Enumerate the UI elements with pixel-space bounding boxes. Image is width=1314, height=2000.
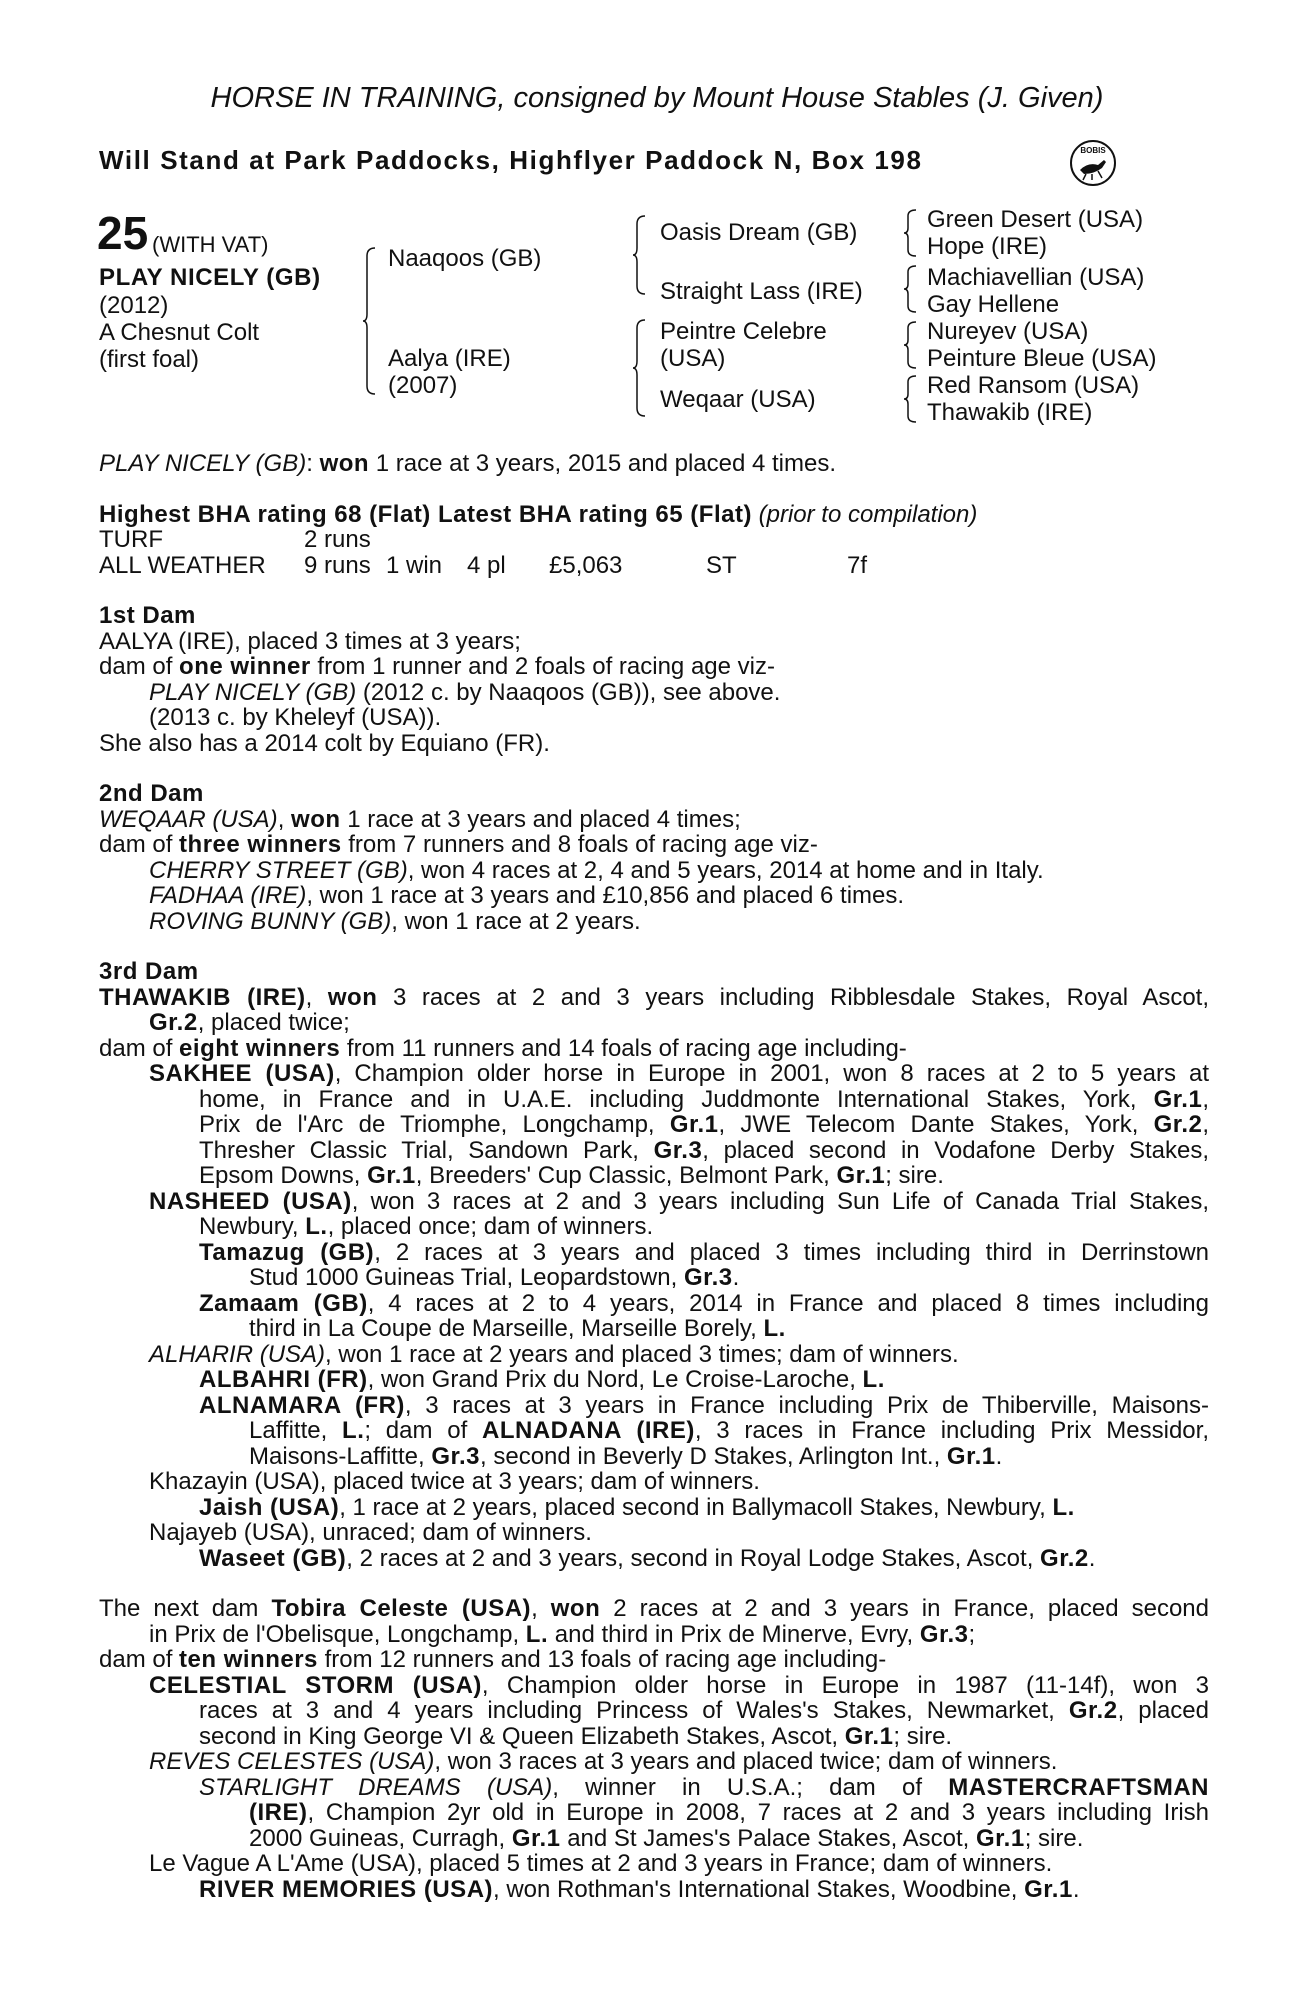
horse-name: PLAY NICELY (GB) <box>99 264 321 291</box>
bha-rating: Highest BHA rating 68 (Flat) Latest BHA rating 65 (Flat) (prior to compilation) <box>99 500 978 528</box>
third-dam-heading: 3rd Dam <box>99 958 199 985</box>
gg-dss: Nureyev (USA) <box>927 318 1089 345</box>
gg-dds: Red Ransom (USA) <box>927 372 1140 399</box>
pedigree-bracket-2 <box>633 214 647 296</box>
race-record: PLAY NICELY (GB): won 1 race at 3 years, 2015 and placed 4 times. <box>99 450 837 477</box>
all-weather-row: ALL WEATHER 9 runs 1 win 4 pl £5,063 ST 7f <box>99 551 868 579</box>
horse-note: (first foal) <box>99 346 200 373</box>
horse-year: (2012) <box>99 292 169 319</box>
pedigree-bracket-1 <box>363 246 377 396</box>
dam-dam: Weqaar (USA) <box>660 386 816 413</box>
sire-dam: Straight Lass (IRE) <box>660 278 863 305</box>
pedigree-bracket-3 <box>633 318 647 418</box>
bobis-logo-icon <box>1068 138 1118 188</box>
sire-name: Naaqoos (GB) <box>388 245 542 272</box>
pedigree-bracket-4 <box>904 208 918 258</box>
gg-sss: Green Desert (USA) <box>927 206 1144 233</box>
gg-ddd: Thawakib (IRE) <box>927 399 1093 426</box>
catalogue-body: PLAY NICELY (GB): won 1 race at 3 years, 2015 and placed 4 times. Highest BHA rating 68 (Flat) Latest BHA rating 65 (Flat) (prior to compilation) TURF 2 runs ALL WEATHER 9 runs 1 win 4 pl £5,063 ST 7f 1st Dam AALYA (IRE), placed 3 times at 3 years; dam of one winner from 1 runner and 2 foals of racing age viz- PLAY NICELY (GB) (2012 c. by Naaqoos (GB)), see above. (2013 c. by Kheleyf (USA)). She also has a 2014 colt by Equiano (FR). 2nd Dam WEQAAR (USA), won 1 race at 3 years and placed 4 times; dam of three winners from 7 runners and 8 foals of racing age viz- CHERRY STREET (GB), won 4 races at 2, 4 and 5 years, 2014 at home and in Italy. FADHAA (IRE), won 1 race at 3 years and £10,856 and placed 6 times. ROVING BUNNY (GB), won 1 race at 2 years. 3rd Dam THAWAKIB (IRE), won 3 races at 2 and 3 years including Ribblesdale Stakes, Royal Ascot, Gr.2, placed twice; dam of eight winners from 11 runners and 14 foals of racing age including- SAKHEE (USA), Champion older horse in Europe in 2001, won 8 races at 2 to 5 years at home, in France and in U.A.E. including Juddmonte International Stakes, York, Gr.1, Prix de l'Arc de Triomphe, Longchamp, Gr.1, JWE Telecom Dante Stakes, York, Gr.2, Thresher Classic Trial, Sandown Park, Gr.3, placed second in Vodafone Derby Stakes, Epsom Downs, Gr.1, Breeders' Cup Classic, Belmont Park, Gr.1; sire. NASHEED (USA), won 3 races at 2 and 3 years including Sun Life of Canada Trial Stakes, Newbury, L., placed once; dam of winners. Tamazug (GB), 2 races at 3 years and placed 3 times including third in Derrinstown Stud 1000 Guineas Trial, Leopardstown, Gr.3. Zamaam (GB), 4 races at 2 to 4 years, 2014 in France and placed 8 times including third in La Coupe de Marseille, Marseille Borely, L. ALHARIR (USA), won 1 race at 2 years and placed 3 times; dam of winners. ALBAHRI (FR), won Grand Prix du Nord, Le Croise-Laroche, L. ALNAMARA (FR), 3 races at 3 years in France including Prix de Thiberville, Maisons- Laffitte, L.; dam of ALNADANA (IRE), 3 races in France including Prix Messidor, Maisons-Laffitte, Gr.3, second in Beverly D Stakes, Arlington Int., Gr.1. Khazayin (USA), placed twice at 3 years; dam of winners. Jaish (USA), 1 race at 2 years, placed second in Ballymacoll Stakes, Newbury, L. Najayeb (USA), unraced; dam of winners. Waseet (GB), 2 races at 2 and 3 years, second in Royal Lodge Stakes, Ascot, Gr.2. The next dam Tobira Celeste (USA), won 2 races at 2 and 3 years in France, placed second in Prix de l'Obelisque, Longchamp, L. and third in Prix de Minerve, Evry, Gr.3; dam of ten winners from 12 runners and 13 foals of racing age including- CELESTIAL STORM (USA), Champion older horse in Europe in 1987 (11-14f), won 3 races at 3 and 4 years including Princess of Wales's Stakes, Newmarket, Gr.2, placed second in King George VI & Queen Elizabeth Stakes, Ascot, Gr.1; sire. REVES CELESTES (USA), won 3 races at 3 years and placed twice; dam of winners. STARLIGHT DREAMS (USA), winner in U.S.A.; dam of MASTERCRAFTSMAN (IRE), Champion 2yr old in Europe in 2008, 7 races at 2 and 3 years including Irish 2000 Guineas, Curragh, Gr.1 and St James's Palace Stakes, Ascot, Gr.1; sire. Le Vague A L'Ame (USA), placed 5 times at 2 and 3 years in France; dam of winners. RIVER MEMORIES (USA), won Rothman's International Stakes, Woodbine, Gr.1. <box>99 450 1210 1903</box>
pedigree-bracket-6 <box>904 320 918 370</box>
horse-desc: A Chesnut Colt <box>99 319 260 346</box>
dam-year: (2007) <box>388 372 458 399</box>
dam-sire-line2: (USA) <box>660 345 726 372</box>
next-dam-section: The next dam Tobira Celeste (USA), won 2 races at 2 and 3 years in France, placed second <box>99 1595 1209 1622</box>
pedigree-bracket-5 <box>904 264 918 314</box>
turf-row: TURF 2 runs <box>99 526 371 553</box>
gg-sds: Machiavellian (USA) <box>927 264 1145 291</box>
vat-note: (WITH VAT) <box>152 232 269 257</box>
lot-number: 25 <box>97 207 149 259</box>
page-title: HORSE IN TRAINING, consigned by Mount House Stables (J. Given) <box>210 82 1104 114</box>
svg-text:BOBIS: BOBIS <box>1080 146 1106 155</box>
dam-name: Aalya (IRE) <box>388 345 511 372</box>
pedigree-bracket-7 <box>904 374 918 424</box>
dam-sire-line1: Peintre Celebre <box>660 318 827 345</box>
sire-sire: Oasis Dream (GB) <box>660 219 858 246</box>
stand-location: Will Stand at Park Paddocks, Highflyer Paddock N, Box 198 <box>99 145 923 175</box>
gg-ssd: Hope (IRE) <box>927 233 1048 260</box>
first-dam-heading: 1st Dam <box>99 602 196 629</box>
gg-dsd: Peinture Bleue (USA) <box>927 345 1157 372</box>
gg-sdd: Gay Hellene <box>927 291 1060 318</box>
second-dam-heading: 2nd Dam <box>99 780 204 807</box>
